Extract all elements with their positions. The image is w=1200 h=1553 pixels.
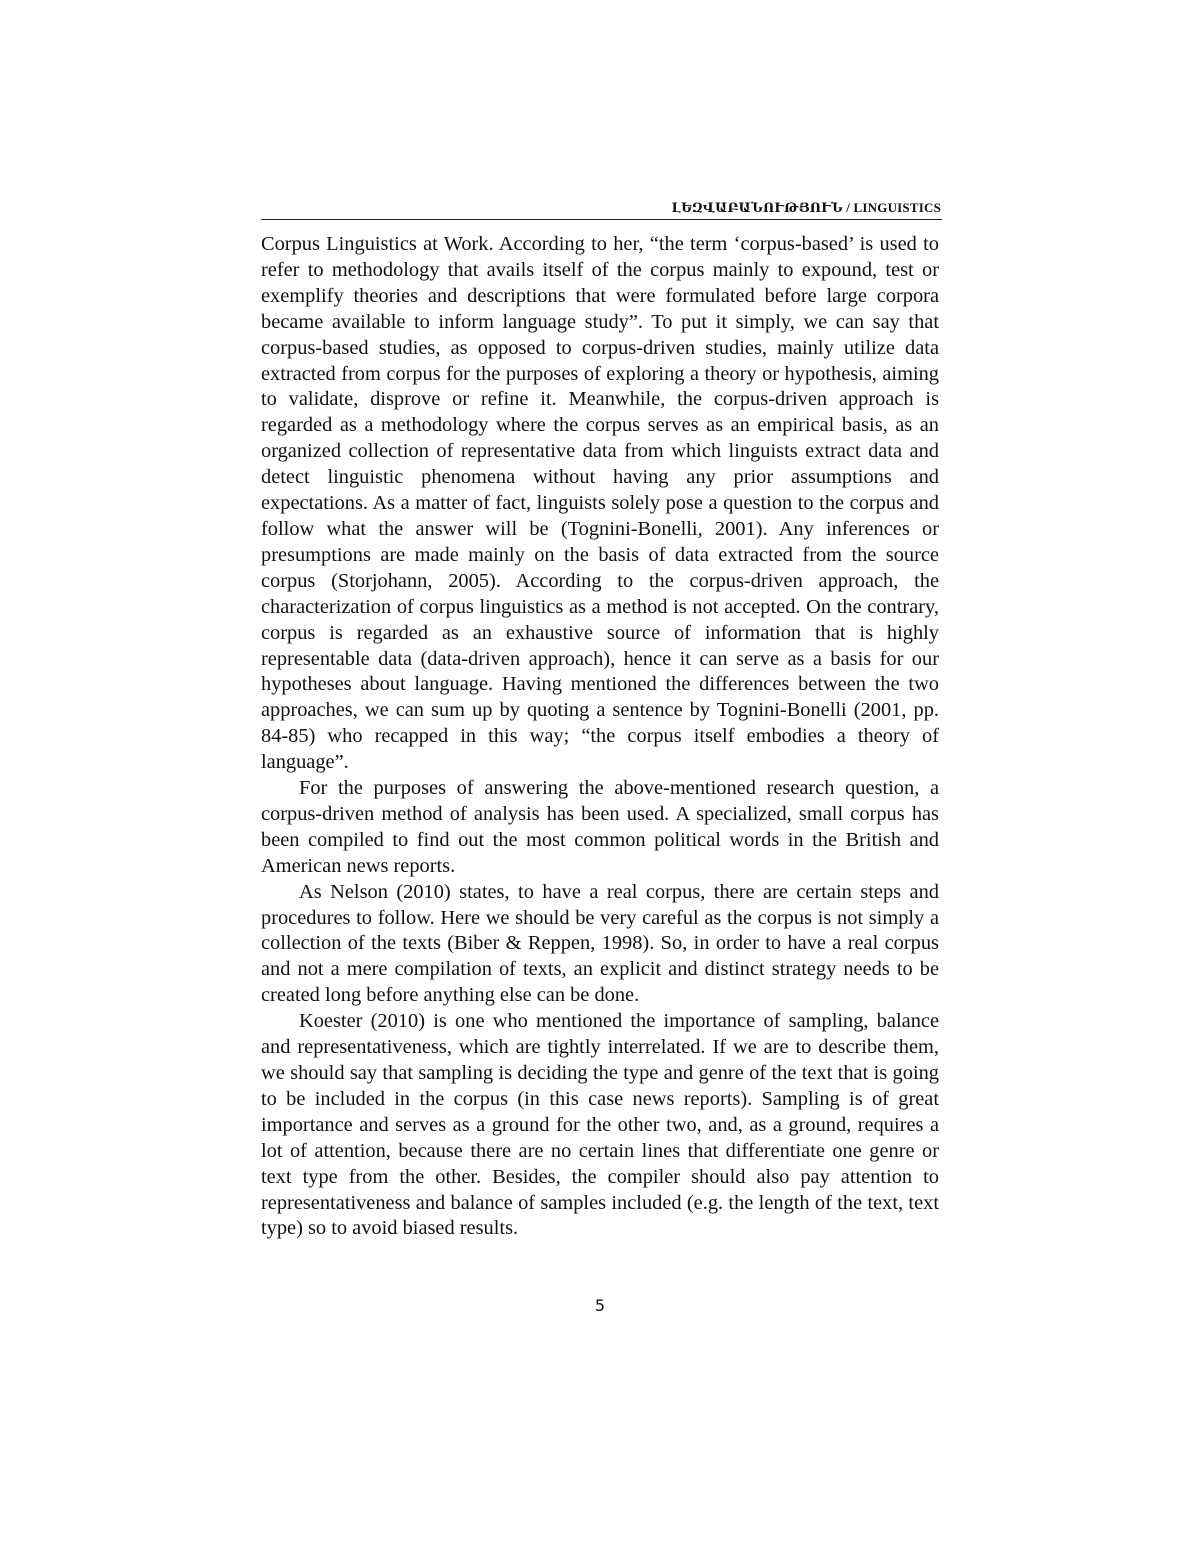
paragraph-4: Koester (2010) is one who mentioned the importance of sampling, balance and representativeness, which are tightly interrelated. If we are to describe them, we should say that sampling is deciding the type and genre of the text that is going to be included in the corpus (in this case news reports). Sampling is of great importance and serves as a ground for the other two, and, as a ground, requires a lot of attention, because there are no certain lines that differentiate one genre or text type from the other. Besides, the compiler should also pay attention to representativeness and balance of samples included (e.g. the length of the text, text type) so to avoid biased results. [261,1010,939,1240]
header-rule [261,219,942,220]
paragraph-2: For the purposes of answering the above-mentioned research question, a corpus-driven method of analysis has been used. A specialized, small corpus has been compiled to find out the most common political words in the British and American news reports. [261,777,939,877]
running-header: ԼԵԶՎԱԲԱՆՈՒԹՅՈՒՆ / LINGUISTICS [671,200,941,215]
page-number: 5 [594,1296,606,1315]
body-text [261,232,939,1242]
paragraph-3: As Nelson (2010) states, to have a real corpus, there are certain steps and procedures to follow. Here we should be very careful as the corpus is not simply a collection of the texts (Biber & Reppen, 1998). So, in order to have a real corpus and not a mere compilation of texts, an explicit and distinct strategy needs to be created long before anything else can be done. [261,880,939,1007]
paragraph-1: Corpus Linguistics at Work. According to her, “the term ‘corpus-based’ is used to refer to methodology that avails itself of the corpus mainly to expound, test or exemplify theories and descriptions that were formulated before large corpora became available to inform language study”. To put it simply, we can say that corpus-based studies, as opposed to corpus-driven studies, mainly utilize data extracted from corpus for the purposes of exploring a theory or hypothesis, aiming to validate, disprove or refine it. Meanwhile, the corpus-driven approach is regarded as a methodology where the corpus serves as an empirical basis, as an organized collection of representative data from which linguists extract data and detect linguistic phenomena without having any prior assumptions and expectations. As a matter of fact, linguists solely pose a question to the corpus and follow what the answer will be (Tognini-Bonelli, 2001). Any inferences or presumptions are made mainly on the basis of data extracted from the source corpus (Storjohann, 2005). According to the corpus-driven approach, the characterization of corpus linguistics as a method is not accepted. On the contrary, corpus is regarded as an exhaustive source of information that is highly representable data (data-driven approach), hence it can serve as a basis for our hypotheses about language. Having mentioned the differences between the two approaches, we can sum up by quoting a sentence by Tognini-Bonelli (2001, pp. 84-85) who recapped in this way; “the corpus itself embodies a theory of language”. [261,233,939,774]
